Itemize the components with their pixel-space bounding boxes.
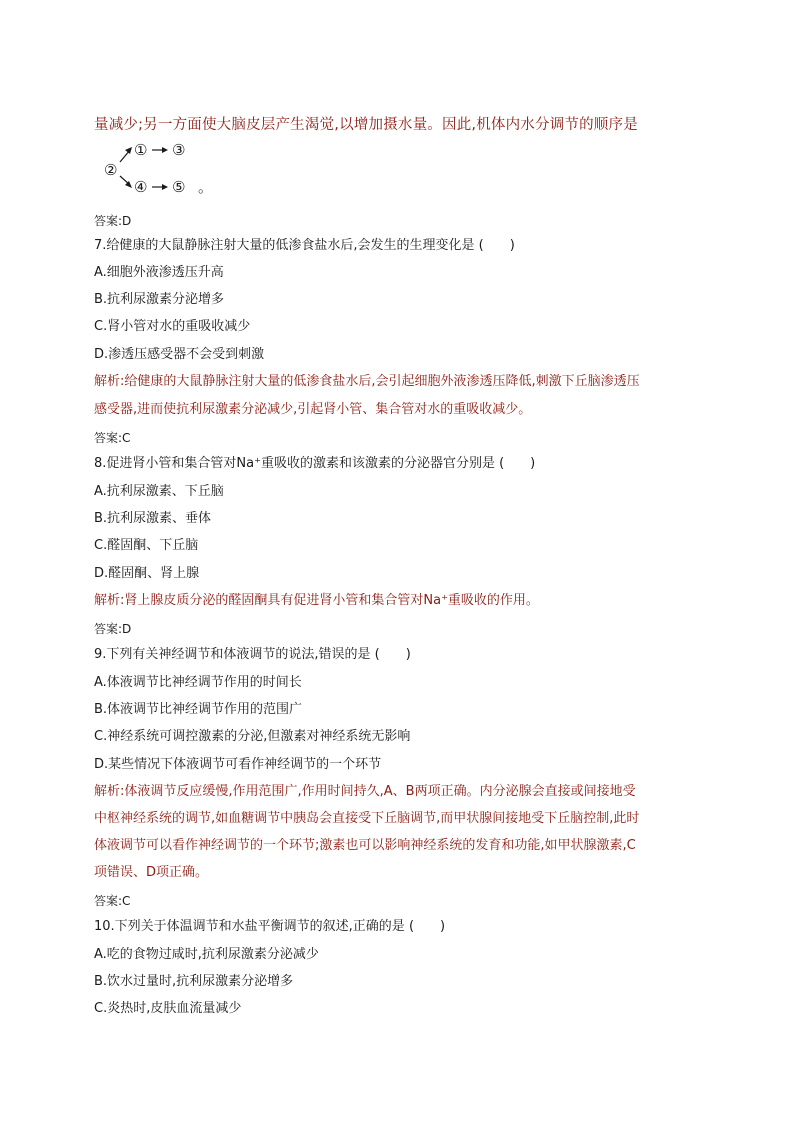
q7-stem: 7.给健康的大鼠静脉注射大量的低渗食盐水后,会发生的生理变化是 ( ) — [94, 238, 515, 253]
arrow-4-5-head — [162, 184, 168, 190]
q8-option-d: D.醛固酮、肾上腺 — [94, 566, 200, 581]
q9-answer: 答案:C — [94, 894, 131, 908]
diagram-period: 。 — [198, 178, 214, 196]
q9-stem: 9.下列有关神经调节和体液调节的说法,错误的是 ( ) — [94, 647, 411, 662]
answer-6: 答案:D — [94, 214, 132, 228]
q9-analysis-line-4: 项错误、D项正确。 — [94, 865, 209, 880]
q9-option-c: C.神经系统可调控激素的分泌,但激素对神经系统无影响 — [94, 729, 411, 744]
q7-option-b: B.抗利尿激素分泌增多 — [94, 292, 225, 307]
q7-analysis-line-1: 解析:给健康的大鼠静脉注射大量的低渗食盐水后,会引起细胞外液渗透压降低,刺激下丘脑渗透压 — [94, 374, 640, 389]
q9-option-d: D.某些情况下体液调节可看作神经调节的一个环节 — [94, 757, 382, 772]
step-5-label: ⑤ — [172, 178, 186, 196]
q7-answer: 答案:C — [94, 431, 131, 445]
analysis-continuation-line: 量减少;另一方面使大脑皮层产生渴觉,以增加摄水量。因此,机体内水分调节的顺序是 — [94, 117, 638, 133]
water-regulation-sequence-diagram — [94, 138, 234, 198]
q8-option-a: A.抗利尿激素、下丘脑 — [94, 484, 224, 499]
q9-option-a: A.体液调节比神经调节作用的时间长 — [94, 675, 302, 690]
q10-option-b: B.饮水过量时,抗利尿激素分泌增多 — [94, 974, 294, 989]
q7-analysis-line-2: 感受器,进而使抗利尿激素分泌减少,引起肾小管、集合管对水的重吸收减少。 — [94, 402, 532, 417]
step-4-label: ④ — [134, 178, 148, 196]
q10-option-a: A.吃的食物过咸时,抗利尿激素分泌减少 — [94, 947, 319, 962]
q9-option-b: B.体液调节比神经调节作用的范围广 — [94, 702, 303, 717]
arrow-1-3-head — [162, 147, 168, 153]
q7-option-c: C.肾小管对水的重吸收减少 — [94, 319, 251, 334]
q8-stem: 8.促进肾小管和集合管对Na⁺重吸收的激素和该激素的分泌器官分别是 ( ) — [94, 456, 536, 471]
q7-option-a: A.细胞外液渗透压升高 — [94, 265, 224, 280]
q7-option-d: D.渗透压感受器不会受到刺激 — [94, 347, 265, 362]
q10-stem: 10.下列关于体温调节和水盐平衡调节的叙述,正确的是 ( ) — [94, 919, 446, 934]
q9-analysis-line-1: 解析:体液调节反应缓慢,作用范围广,作用时间持久,A、B两项正确。内分泌腺会直接或间接地受 — [94, 784, 636, 799]
q10-option-c: C.炎热时,皮肤血流量减少 — [94, 1001, 242, 1016]
q8-option-c: C.醛固酮、下丘脑 — [94, 538, 199, 553]
q8-answer: 答案:D — [94, 622, 132, 636]
q9-analysis-line-2: 中枢神经系统的调节,如血糖调节中胰岛会直接受下丘脑调节,而甲状腺间接地受下丘脑控制,此时 — [94, 811, 640, 826]
step-2-label: ② — [104, 161, 118, 179]
q8-option-b: B.抗利尿激素、垂体 — [94, 511, 212, 526]
q9-analysis-line-3: 体液调节可以看作神经调节的一个环节;激素也可以影响神经系统的发育和功能,如甲状腺激素,C — [94, 838, 636, 853]
arrow-up-head — [125, 147, 132, 154]
step-1-label: ① — [134, 141, 148, 159]
q8-analysis: 解析:肾上腺皮质分泌的醛固酮具有促进肾小管和集合管对Na⁺重吸收的作用。 — [94, 593, 539, 608]
step-3-label: ③ — [172, 141, 186, 159]
